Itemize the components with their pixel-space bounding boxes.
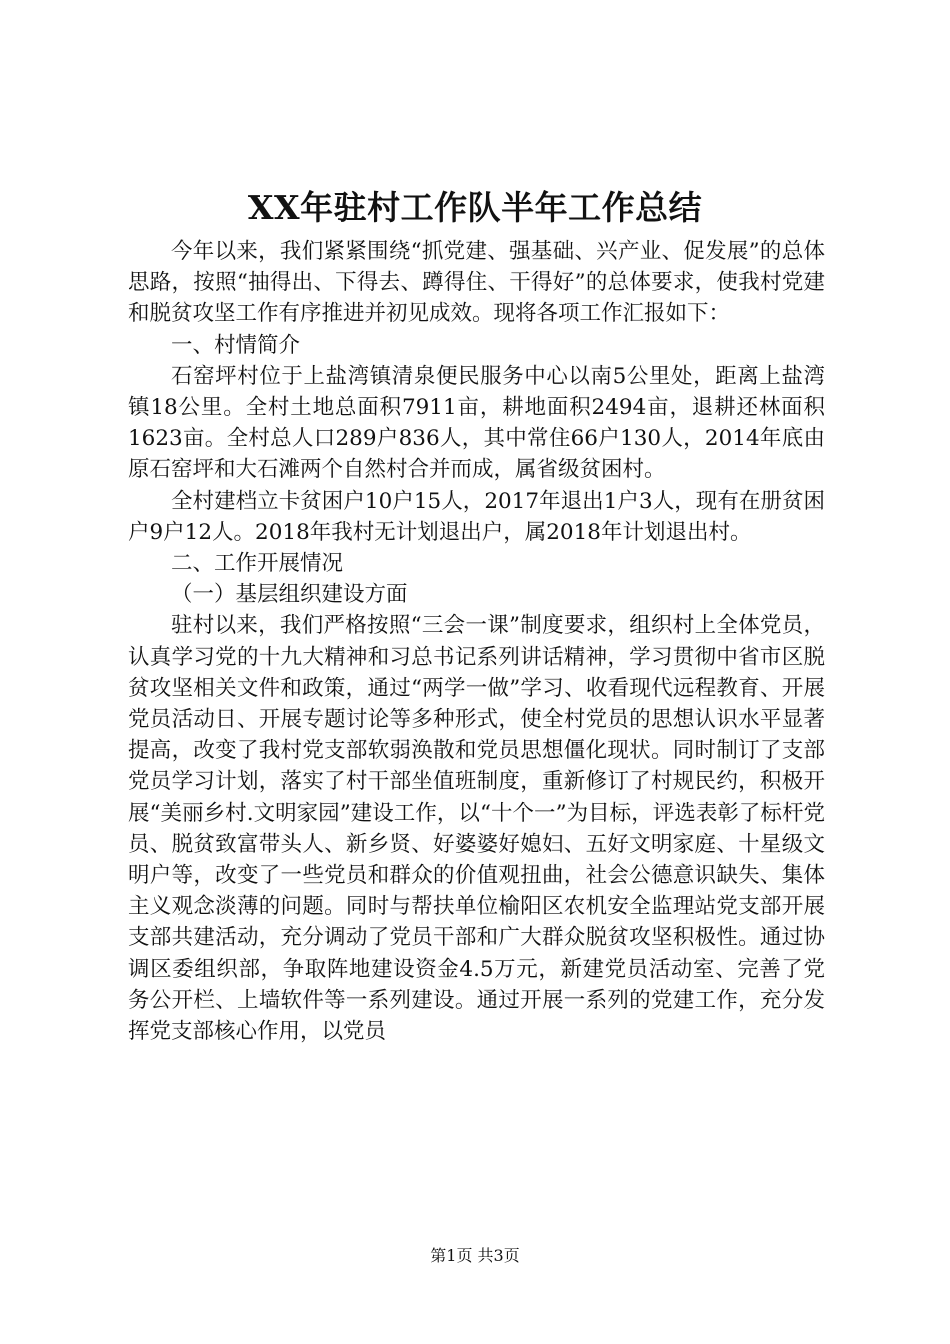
section-heading-village-overview: 一、村情简介 xyxy=(171,332,301,358)
document-body xyxy=(128,236,825,1047)
paragraph-intro: 今年以来，我们紧紧围绕“抓党建、强基础、兴产业、促发展”的总体思路，按照“抽得出、下得去、蹲得住、干得好”的总体要求，使我村党建和脱贫攻坚工作有序推进并初见成效。现将各项工作汇报如下： xyxy=(128,239,825,327)
paragraph-organization: 驻村以来，我们严格按照“三会一课”制度要求，组织村上全体党员，认真学习党的十九大精神和习总书记系列讲话精神，学习贯彻中省市区脱贫攻坚相关文件和政策，通过“两学一做”学习、收看现代远程教育、开展党员活动日、开展专题讨论等多种形式，使全村党员的思想认识水平显著提高，改变了我村党支部软弱涣散和党员思想僵化现状。同时制订了支部党员学习计划，落实了村干部坐值班制度，重新修订了村规民约，积极开展“美丽乡村.文明家园”建设工作，以“十个一”为目标，评选表彰了标杆党员、脱贫致富带头人、新乡贤、好婆婆好媳妇、五好文明家庭、十星级文明户等，改变了一些党员和群众的价值观扭曲，社会公德意识缺失、集体主义观念淡薄的问题。同时与帮扶单位榆阳区农机安全监理站党支部开展支部共建活动，充分调动了党员干部和广大群众脱贫攻坚积极性。通过协调区委组织部，争取阵地建设资金4.5万元，新建党员活动室、完善了党务公开栏、上墙软件等一系列建设。通过开展一系列的党建工作，充分发挥党支部核心作用，以党员 xyxy=(128,613,825,1045)
document-title: XX年驻村工作队半年工作总结 xyxy=(247,188,703,227)
section-heading-work-progress: 二、工作开展情况 xyxy=(171,551,344,577)
paragraph-village-overview: 石窑坪村位于上盐湾镇清泉便民服务中心以南5公里处，距离上盐湾镇18公里。全村土地总面积7911亩，耕地面积2494亩，退耕还林面积1623亩。全村总人口289户836人，其中常住66户130人，2014年底由原石窑坪和大石滩两个自然村合并而成，属省级贫困村。 xyxy=(128,363,825,483)
page-number-footer: 第1页 共3页 xyxy=(430,1246,520,1265)
subsection-heading-organization: （一）基层组织建设方面 xyxy=(171,582,408,608)
paragraph-poverty-households: 全村建档立卡贫困户10户15人，2017年退出1户3人，现有在册贫困户9户12人。2018年我村无计划退出户，属2018年计划退出村。 xyxy=(128,488,825,545)
